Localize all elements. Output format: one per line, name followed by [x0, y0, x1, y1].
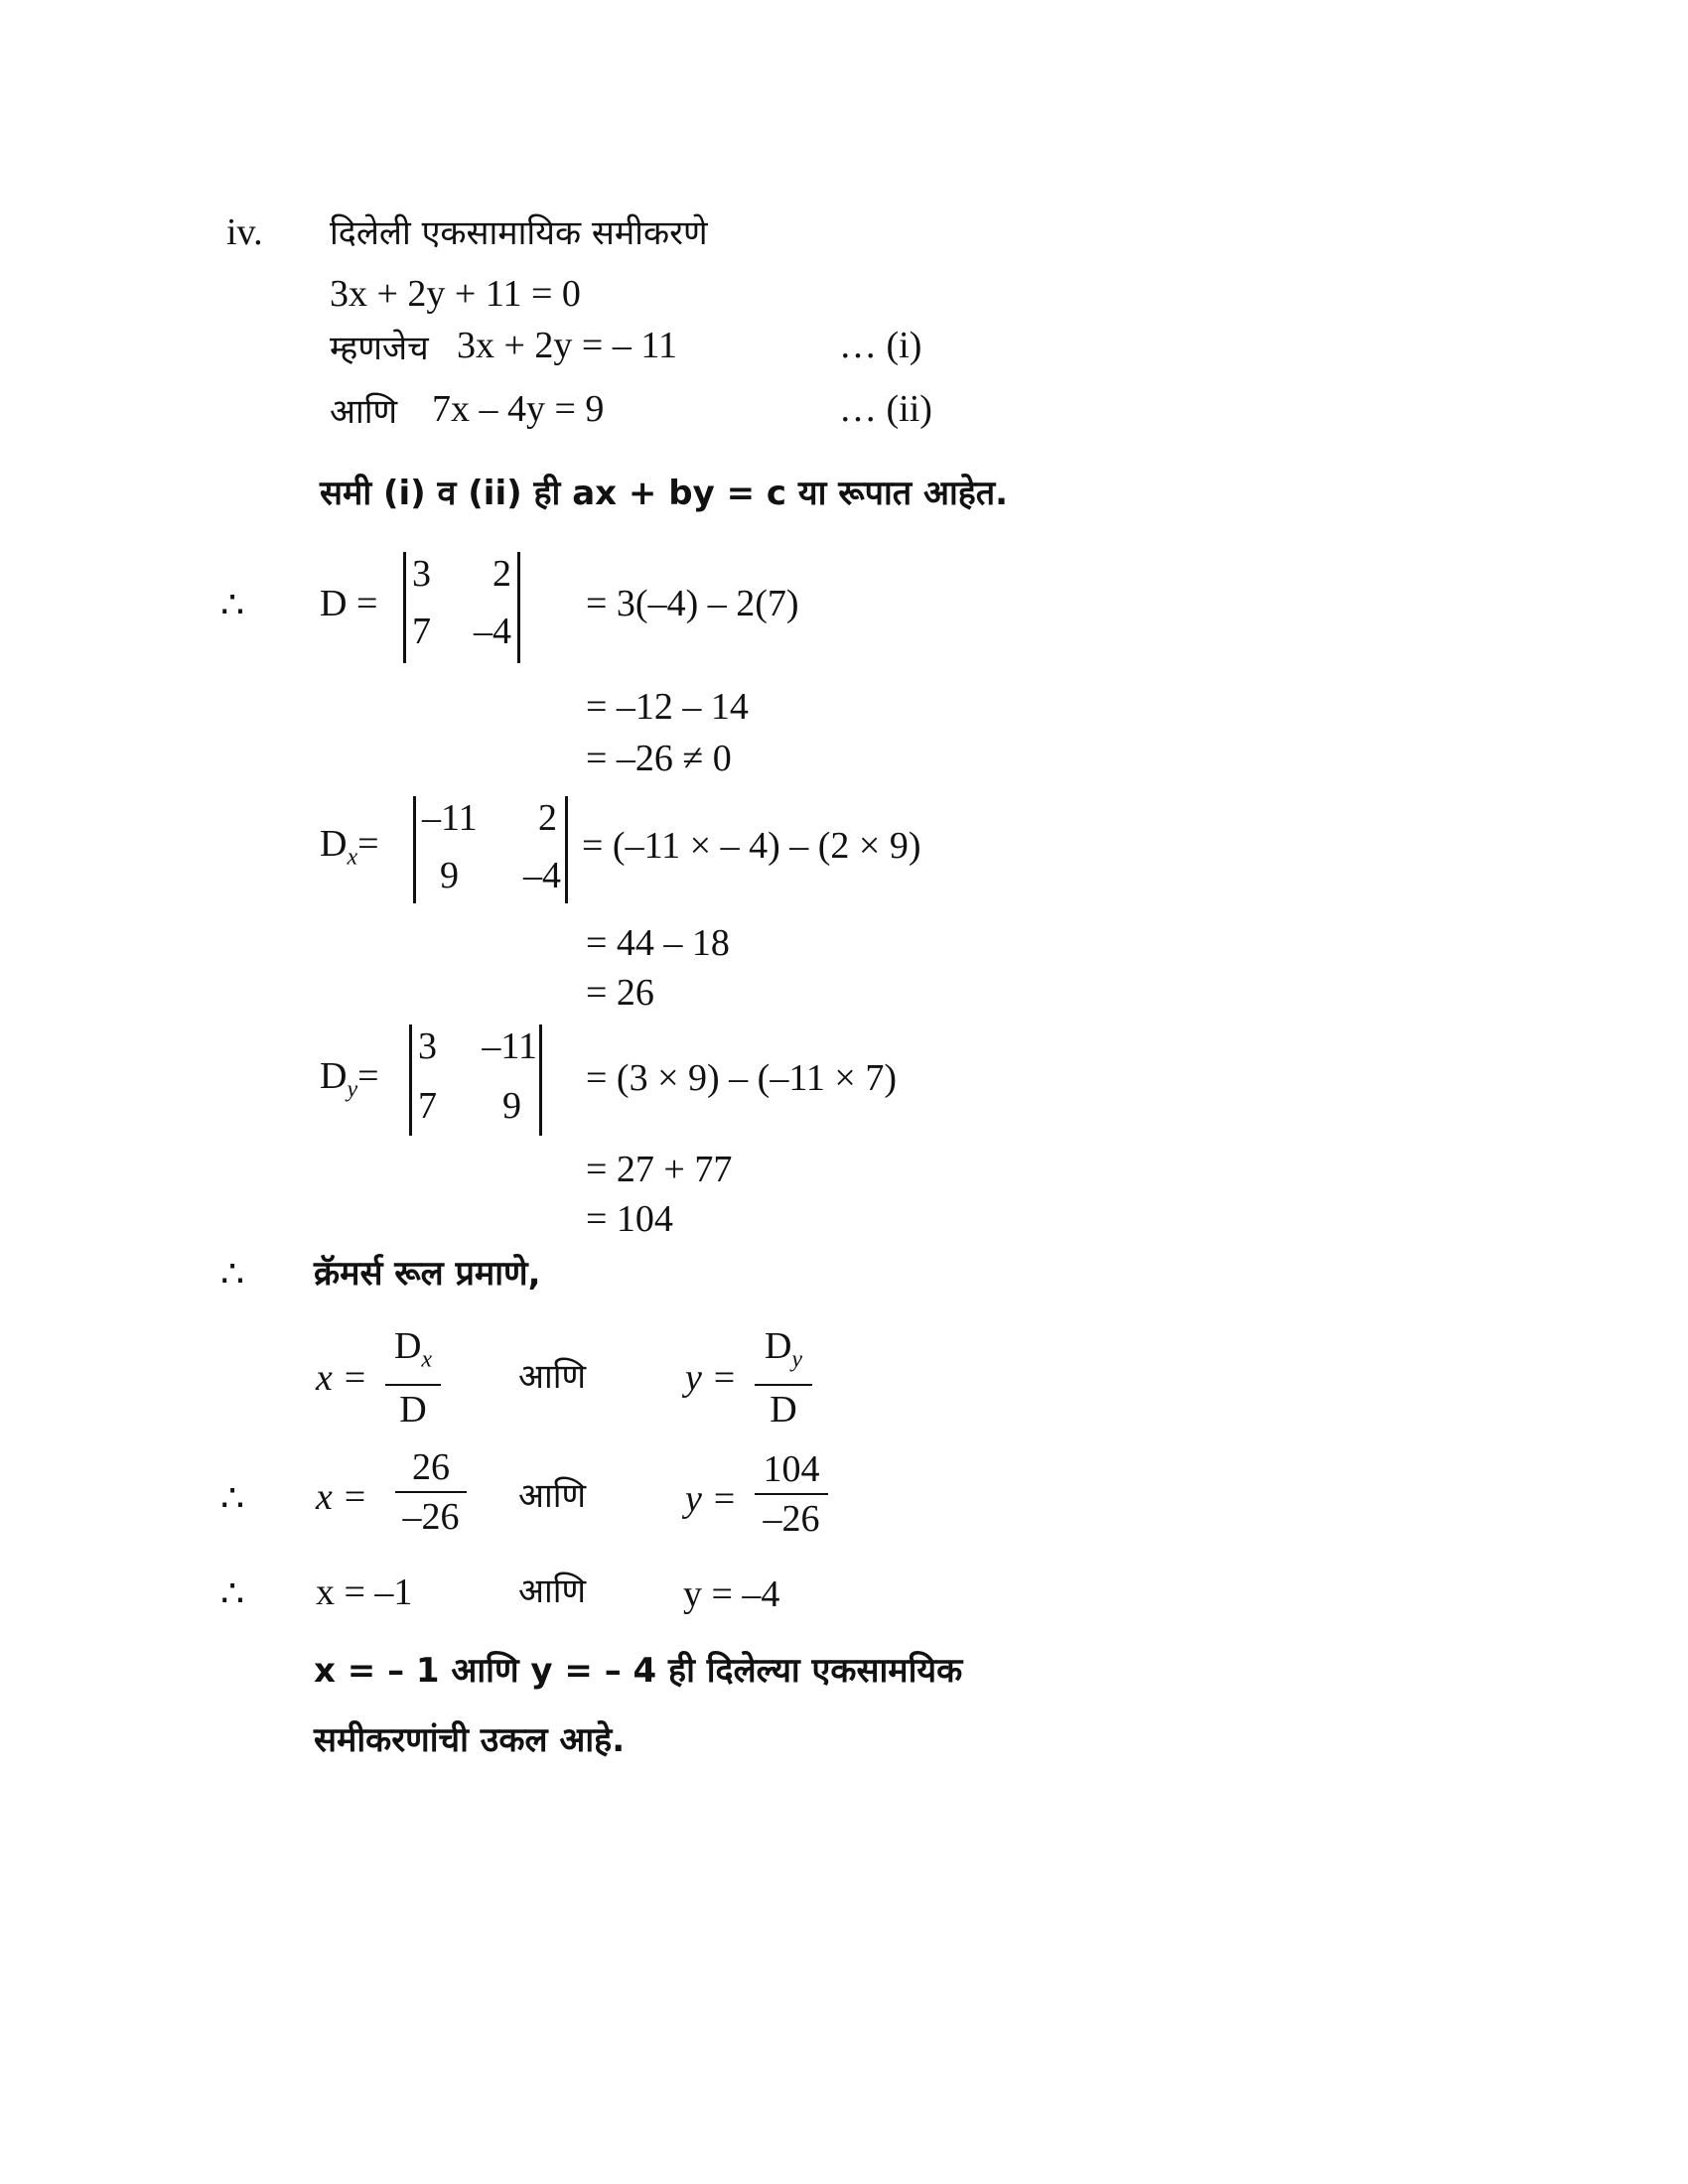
dx-subscript: x	[347, 844, 358, 871]
d-label: D =	[320, 583, 378, 624]
d-step-2: = –12 – 14	[586, 686, 749, 728]
determinant-dx-matrix	[413, 796, 568, 903]
therefore-symbol: ∴	[220, 585, 245, 626]
and-word: आणि	[518, 1476, 587, 1516]
matrix-cell: 9	[440, 855, 459, 896]
dy-step-2: = 27 + 77	[586, 1149, 733, 1190]
and-word: आणि	[518, 1357, 587, 1397]
x-values-fraction	[395, 1445, 467, 1539]
given-equation: 3x + 2y + 11 = 0	[330, 273, 581, 315]
fraction-denominator: D	[399, 1388, 427, 1431]
matrix-cell: 7	[418, 1085, 437, 1127]
fraction-numerator: D	[764, 1325, 792, 1367]
fraction-numerator: 104	[763, 1448, 820, 1490]
fraction-bar	[385, 1384, 441, 1386]
matrix-cell: 9	[502, 1085, 521, 1127]
equation-2: 7x – 4y = 9	[432, 388, 605, 430]
conclusion-line-1: x = – 1 आणि y = – 4 ही दिलेल्या एकसामयिक	[314, 1651, 963, 1691]
matrix-cell: 3	[418, 1025, 437, 1067]
dy-step-3: = 104	[586, 1198, 673, 1240]
fraction-denominator: D	[770, 1388, 797, 1431]
matrix-cell: –11	[422, 797, 478, 839]
fraction-numerator: 26	[412, 1446, 450, 1488]
therefore-symbol: ∴	[220, 1573, 245, 1615]
conclusion-line-2: समीकरणांची उकल आहे.	[314, 1720, 626, 1760]
dx-step-2: = 44 – 18	[586, 922, 730, 964]
x-formula-fraction	[385, 1324, 441, 1432]
matrix-cell: 3	[412, 553, 431, 595]
fraction-denominator: –26	[402, 1496, 460, 1538]
matrix-cell: –11	[482, 1025, 537, 1067]
form-note: समी (i) व (ii) ही ax + by = c या रूपात आहेत.	[320, 474, 1009, 513]
matrix-cell: –4	[523, 855, 561, 896]
dy-step-1: = (3 × 9) – (–11 × 7)	[586, 1057, 897, 1099]
eq1-prefix: म्हणजेच	[330, 329, 429, 368]
therefore-symbol: ∴	[220, 1478, 245, 1520]
matrix-cell: 7	[412, 611, 431, 652]
fraction-bar	[755, 1493, 828, 1495]
dx-step-1: = (–11 × – 4) – (2 × 9)	[582, 825, 921, 867]
and-word: आणि	[518, 1571, 587, 1611]
dx-step-3: = 26	[586, 972, 654, 1014]
dx-letter: D	[320, 823, 348, 865]
fraction-bar	[395, 1491, 467, 1493]
fraction-numerator: D	[393, 1325, 422, 1367]
y-formula-lhs: y =	[685, 1357, 738, 1399]
therefore-symbol: ∴	[220, 1254, 245, 1296]
dy-label	[320, 1054, 379, 1112]
equation-2-tag: … (ii)	[839, 388, 932, 430]
matrix-cell: 2	[538, 797, 557, 839]
matrix-cell: –4	[474, 611, 511, 652]
y-result: y = –4	[683, 1573, 780, 1615]
d-step-3: = –26 ≠ 0	[586, 738, 732, 779]
x-formula-lhs: x =	[316, 1357, 368, 1399]
intro-text: दिलेली एकसामायिक समीकरणे	[330, 213, 708, 253]
dx-equals: =	[357, 823, 379, 865]
y-values-lhs: y =	[685, 1478, 738, 1520]
y-values-fraction	[755, 1447, 828, 1541]
dy-equals: =	[357, 1055, 379, 1097]
determinant-d-matrix	[403, 552, 520, 663]
fraction-denominator: –26	[763, 1498, 820, 1540]
dy-letter: D	[320, 1055, 348, 1097]
d-step-1: = 3(–4) – 2(7)	[586, 583, 799, 624]
item-number: iv.	[226, 211, 263, 253]
equation-1: 3x + 2y = – 11	[457, 325, 677, 366]
fraction-numerator-sub: y	[791, 1346, 803, 1373]
x-values-lhs: x =	[316, 1476, 368, 1518]
fraction-bar	[755, 1384, 812, 1386]
cramers-heading: क्रॅमर्स रूल प्रमाणे,	[314, 1254, 541, 1294]
dy-subscript: y	[347, 1076, 358, 1103]
y-formula-fraction	[755, 1324, 812, 1432]
determinant-dy-matrix	[409, 1024, 542, 1136]
fraction-numerator-sub: x	[421, 1346, 433, 1373]
x-result: x = –1	[316, 1571, 413, 1613]
equation-1-tag: … (i)	[839, 325, 922, 366]
eq2-prefix: आणि	[330, 392, 398, 432]
matrix-cell: 2	[492, 553, 511, 595]
dx-label	[320, 822, 379, 880]
